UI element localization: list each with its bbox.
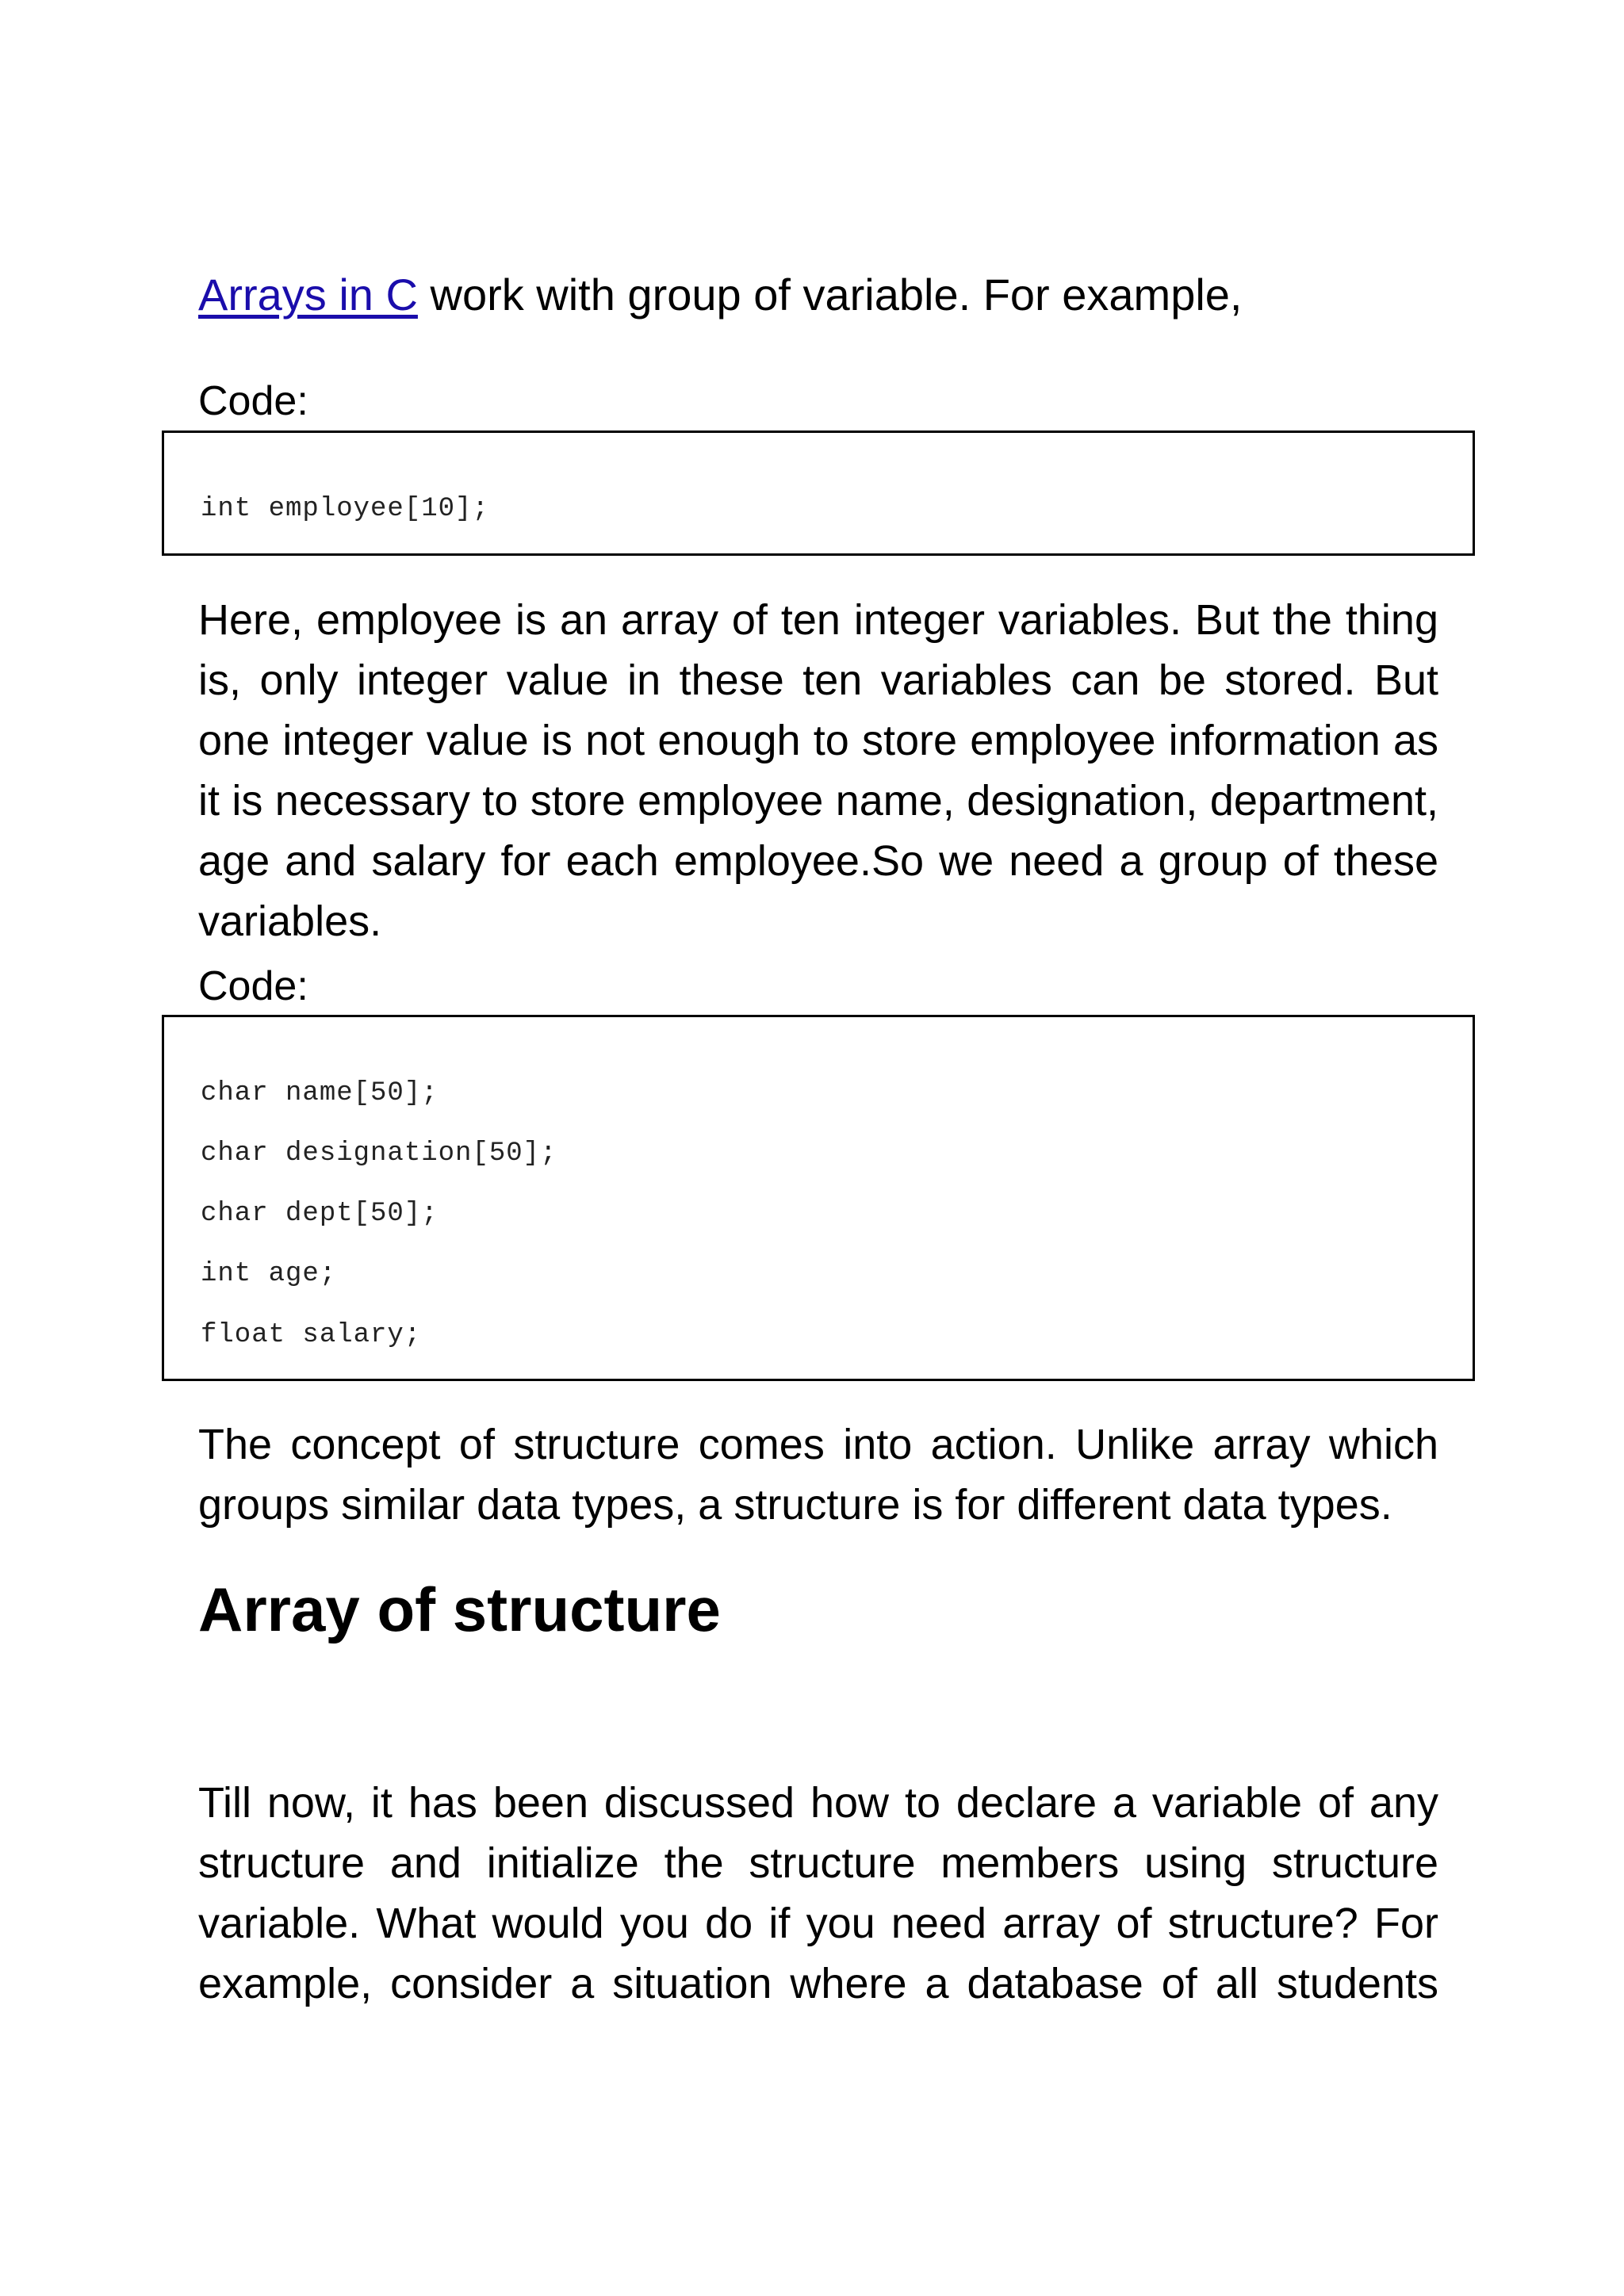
- code-block-1: [162, 430, 1475, 556]
- code-line: float salary;: [201, 1320, 422, 1350]
- code-block-2: [162, 1015, 1475, 1381]
- code-label-2: Code:: [198, 963, 308, 1009]
- code-line: int age;: [201, 1259, 337, 1289]
- arrays-in-c-link[interactable]: Arrays in C: [198, 270, 418, 320]
- paragraph-1: Here, employee is an array of ten integer variables. But the thing is, only integer value in these ten variables can be stored. But one integer value is not enough to store employee information as it is necessary to store employee name, designation, department, age and salary for each employee.So we need a group of these variables.: [198, 596, 1438, 945]
- code-line: char dept[50];: [201, 1199, 439, 1229]
- code-line: int employee[10];: [201, 494, 489, 524]
- paragraph-2: The concept of structure comes into action. Unlike array which groups similar data types, a structure is for different data types.: [198, 1421, 1438, 1529]
- intro-sentence: [198, 265, 1243, 325]
- code-label-1: Code:: [198, 378, 308, 424]
- paragraph-3: Till now, it has been discussed how to declare a variable of any structure and initialize the structure members using structure variable. What would you do if you need array of structure? For example, consider a situation where a database of all students: [198, 1779, 1438, 2007]
- code-line: char name[50];: [201, 1078, 439, 1108]
- code-line: char designation[50];: [201, 1138, 557, 1169]
- intro-text: work with group of variable. For example,: [417, 270, 1243, 320]
- section-heading: Array of structure: [198, 1575, 721, 1644]
